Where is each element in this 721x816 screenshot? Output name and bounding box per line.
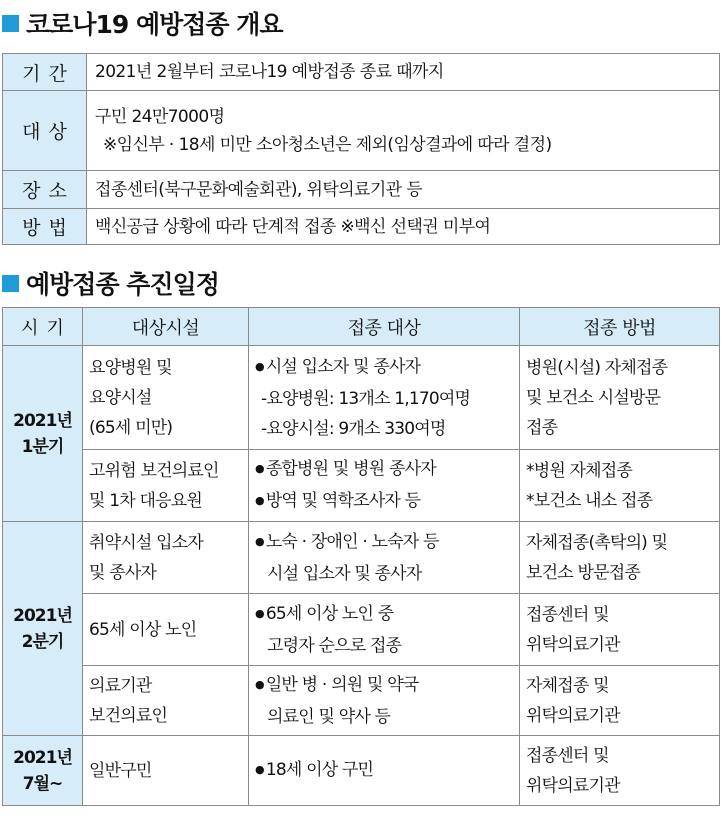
method-cell: 접종센터 및 위탁의료기관 (520, 736, 720, 806)
targets-cell: ● 종합병원 및 병원 종사자 ● 방역 및 역학조사자 등 (249, 450, 520, 522)
method-cell: 자체접종(촉탁의) 및 보건소 방문접종 (520, 522, 720, 594)
overview-table (2, 53, 720, 245)
method-label: 방법 (3, 209, 87, 245)
schedule-table (2, 307, 720, 806)
method-cell: *병원 자체접종 *보건소 내소 접종 (520, 450, 720, 522)
facility-cell: 일반구민 (83, 736, 249, 806)
period-cell: 2021년 2분기 (3, 522, 83, 736)
facility-cell: 고위험 보건의료인 및 1차 대응요원 (83, 450, 249, 522)
schedule-header-row (3, 308, 720, 346)
table-row (3, 522, 720, 594)
overview-row-period (3, 54, 720, 91)
table-row (3, 594, 720, 666)
header-method: 접종 방법 (520, 308, 720, 346)
method-cell: 접종센터 및 위탁의료기관 (520, 594, 720, 666)
table-row (3, 736, 720, 806)
square-bullet-icon (2, 275, 19, 292)
place-value: 접종센터(북구문화예술회관), 위탁의료기관 등 (87, 171, 720, 209)
target-value: 구민 24만7000명 ※임신부 · 18세 미만 소아청소년은 제외(임상결과에 따라 결정) (87, 91, 720, 171)
overview-heading (2, 6, 283, 40)
table-row (3, 346, 720, 450)
target-label: 대상 (3, 91, 87, 171)
header-period: 시기 (3, 308, 83, 346)
overview-title: 코로나19 예방접종 개요 (26, 10, 283, 39)
overview-row-target (3, 91, 720, 171)
overview-row-place (3, 171, 720, 209)
targets-cell: ● 65세 이상 노인 중 고령자 순으로 접종 (249, 594, 520, 666)
method-cell: 병원(시설) 자체접종 및 보건소 시설방문 접종 (520, 346, 720, 450)
targets-cell: ● 18세 이상 구민 (249, 736, 520, 806)
period-cell: 2021년 1분기 (3, 346, 83, 522)
target-note: ※임신부 · 18세 미만 소아청소년은 제외(임상결과에 따라 결정) (103, 134, 552, 155)
targets-cell: ● 노숙 · 장애인 · 노숙자 등 시설 입소자 및 종사자 (249, 522, 520, 594)
header-facility: 대상시설 (83, 308, 249, 346)
square-bullet-icon (2, 15, 19, 32)
period-label: 기간 (3, 54, 87, 91)
facility-cell: 요양병원 및 요양시설 (65세 미만) (83, 346, 249, 450)
facility-cell: 의료기관 보건의료인 (83, 666, 249, 736)
facility-cell: 65세 이상 노인 (83, 594, 249, 666)
overview-row-method (3, 209, 720, 245)
schedule-heading (2, 266, 219, 300)
facility-cell: 취약시설 입소자 및 종사자 (83, 522, 249, 594)
period-value: 2021년 2월부터 코로나19 예방접종 종료 때까지 (87, 54, 720, 91)
table-row (3, 450, 720, 522)
targets-cell: ● 시설 입소자 및 종사자 -요양병원: 13개소 1,170여명 -요양시설: 9개소 330여명 (249, 346, 520, 450)
method-value: 백신공급 상황에 따라 단계적 접종 ※백신 선택권 미부여 (87, 209, 720, 245)
header-targets: 접종 대상 (249, 308, 520, 346)
table-row (3, 666, 720, 736)
targets-cell: ● 일반 병 · 의원 및 약국 의료인 및 약사 등 (249, 666, 520, 736)
method-cell: 자체접종 및 위탁의료기관 (520, 666, 720, 736)
place-label: 장소 (3, 171, 87, 209)
schedule-title: 예방접종 추진일정 (26, 270, 219, 299)
period-cell: 2021년 7월~ (3, 736, 83, 806)
